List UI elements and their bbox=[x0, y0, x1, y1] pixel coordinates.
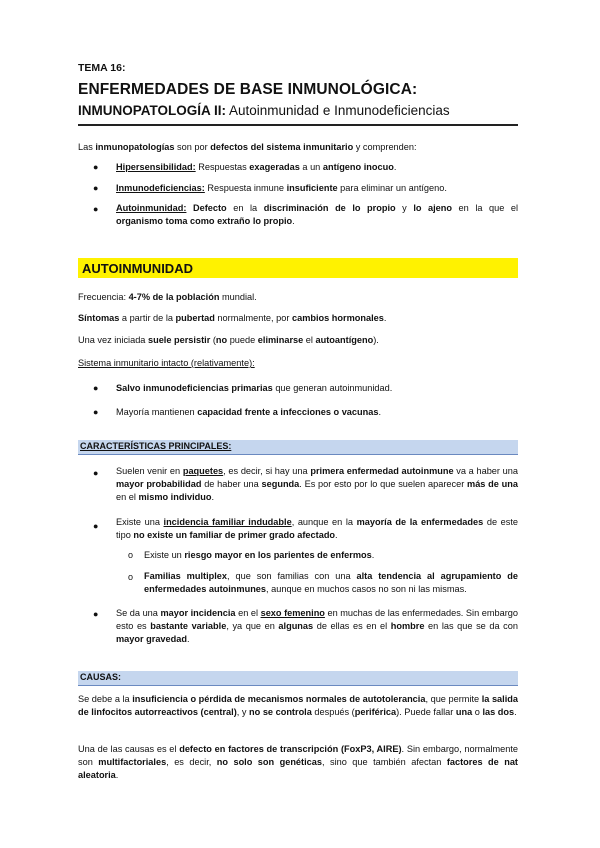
list-item: Mayoría mantienen capacidad frente a infecciones o vacunas. bbox=[116, 407, 382, 417]
bullet-icon: ● bbox=[93, 407, 99, 417]
list-item: Existe una incidencia familiar indudable, aunque en la mayoría de la enfermedades de este tipo no existe un familiar de primer grado afectado. bbox=[116, 517, 519, 540]
topic-number: TEMA 16: bbox=[78, 62, 126, 74]
sub-list-item: Existe un riesgo mayor en los parientes de enfermos. bbox=[144, 550, 375, 560]
section-heading-autoinmunidad: AUTOINMUNIDAD bbox=[78, 258, 518, 278]
bullet-icon: ● bbox=[93, 204, 99, 214]
list-item: Hipersensibilidad: Respuestas exageradas a un antígeno inocuo. bbox=[116, 162, 397, 172]
list-item: Autoinmunidad: Defecto en la discriminación de lo propio y lo ajeno en la que el bbox=[116, 203, 519, 213]
section-heading-causas: CAUSAS: bbox=[78, 671, 518, 685]
list-item: Se da una mayor incidencia en el sexo femenino en muchas de las enfermedades. Sin embargo esto es bastante variable, ya que en algunas de ellas es en el hombre en las que se da con mayor gravedad. bbox=[116, 608, 518, 644]
title-divider bbox=[78, 124, 518, 126]
list-item: Suelen venir en paquetes, es decir, si hay una primera enfermedad autoinmune va a haber una mayor probabilidad de haber una segunda. Es por esto por lo que suelen aparecer más de una en el mismo individuo. bbox=[116, 466, 518, 502]
sub-bullet-icon: o bbox=[128, 550, 134, 560]
page-subtitle: INMUNOPATOLOGÍA II: Autoinmunidad e Inmunodeficiencias bbox=[78, 103, 450, 118]
section-divider bbox=[78, 454, 518, 455]
list-item: Salvo inmunodeficiencias primarias que generan autoinmunidad. bbox=[116, 383, 393, 393]
list-item-cont: organismo toma como extraño lo propio. bbox=[116, 216, 295, 226]
causas-paragraph-2: Una de las causas es el defecto en factores de transcripción (FoxP3, AIRE). Sin embargo, normalmente son multifactoriales, es decir, no solo son genéticas, sino que también afectan factores de nat aleatoria. bbox=[78, 744, 518, 780]
bullet-icon: ● bbox=[93, 383, 99, 393]
sub-list-item: Familias multiplex, que son familias con una alta tendencia al agrupamiento de enfermedades autoinmunes, aunque en muchos casos no son ni las mismas. bbox=[144, 571, 518, 594]
sintomas-line: Síntomas a partir de la pubertad normalmente, por cambios hormonales. bbox=[78, 313, 387, 323]
sistema-subheading: Sistema inmunitario intacto (relativamente): bbox=[78, 358, 255, 368]
intro-paragraph: Las inmunopatologías son por defectos del sistema inmunitario y comprenden: bbox=[78, 142, 417, 152]
sub-bullet-icon: o bbox=[128, 572, 134, 582]
bullet-icon: ● bbox=[93, 468, 99, 478]
bullet-icon: ● bbox=[93, 162, 99, 172]
persistir-line: Una vez iniciada suele persistir (no puede eliminarse el autoantígeno). bbox=[78, 335, 379, 345]
bullet-icon: ● bbox=[93, 183, 99, 193]
bullet-icon: ● bbox=[93, 609, 99, 619]
section-heading-caracteristicas: CARACTERÍSTICAS PRINCIPALES: bbox=[78, 440, 518, 454]
list-item: Inmunodeficiencias: Respuesta inmune insuficiente para eliminar un antígeno. bbox=[116, 183, 447, 193]
causas-paragraph-1: Se debe a la insuficiencia o pérdida de mecanismos normales de autotolerancia, que permite la salida de linfocitos autorreactivos (central), y no se controla después (periférica). Puede fallar una o las dos. bbox=[78, 694, 518, 717]
bullet-icon: ● bbox=[93, 521, 99, 531]
section-divider bbox=[78, 685, 518, 686]
page-title: ENFERMEDADES DE BASE INMUNOLÓGICA: bbox=[78, 81, 418, 98]
frecuencia-line: Frecuencia: 4-7% de la población mundial. bbox=[78, 292, 257, 302]
